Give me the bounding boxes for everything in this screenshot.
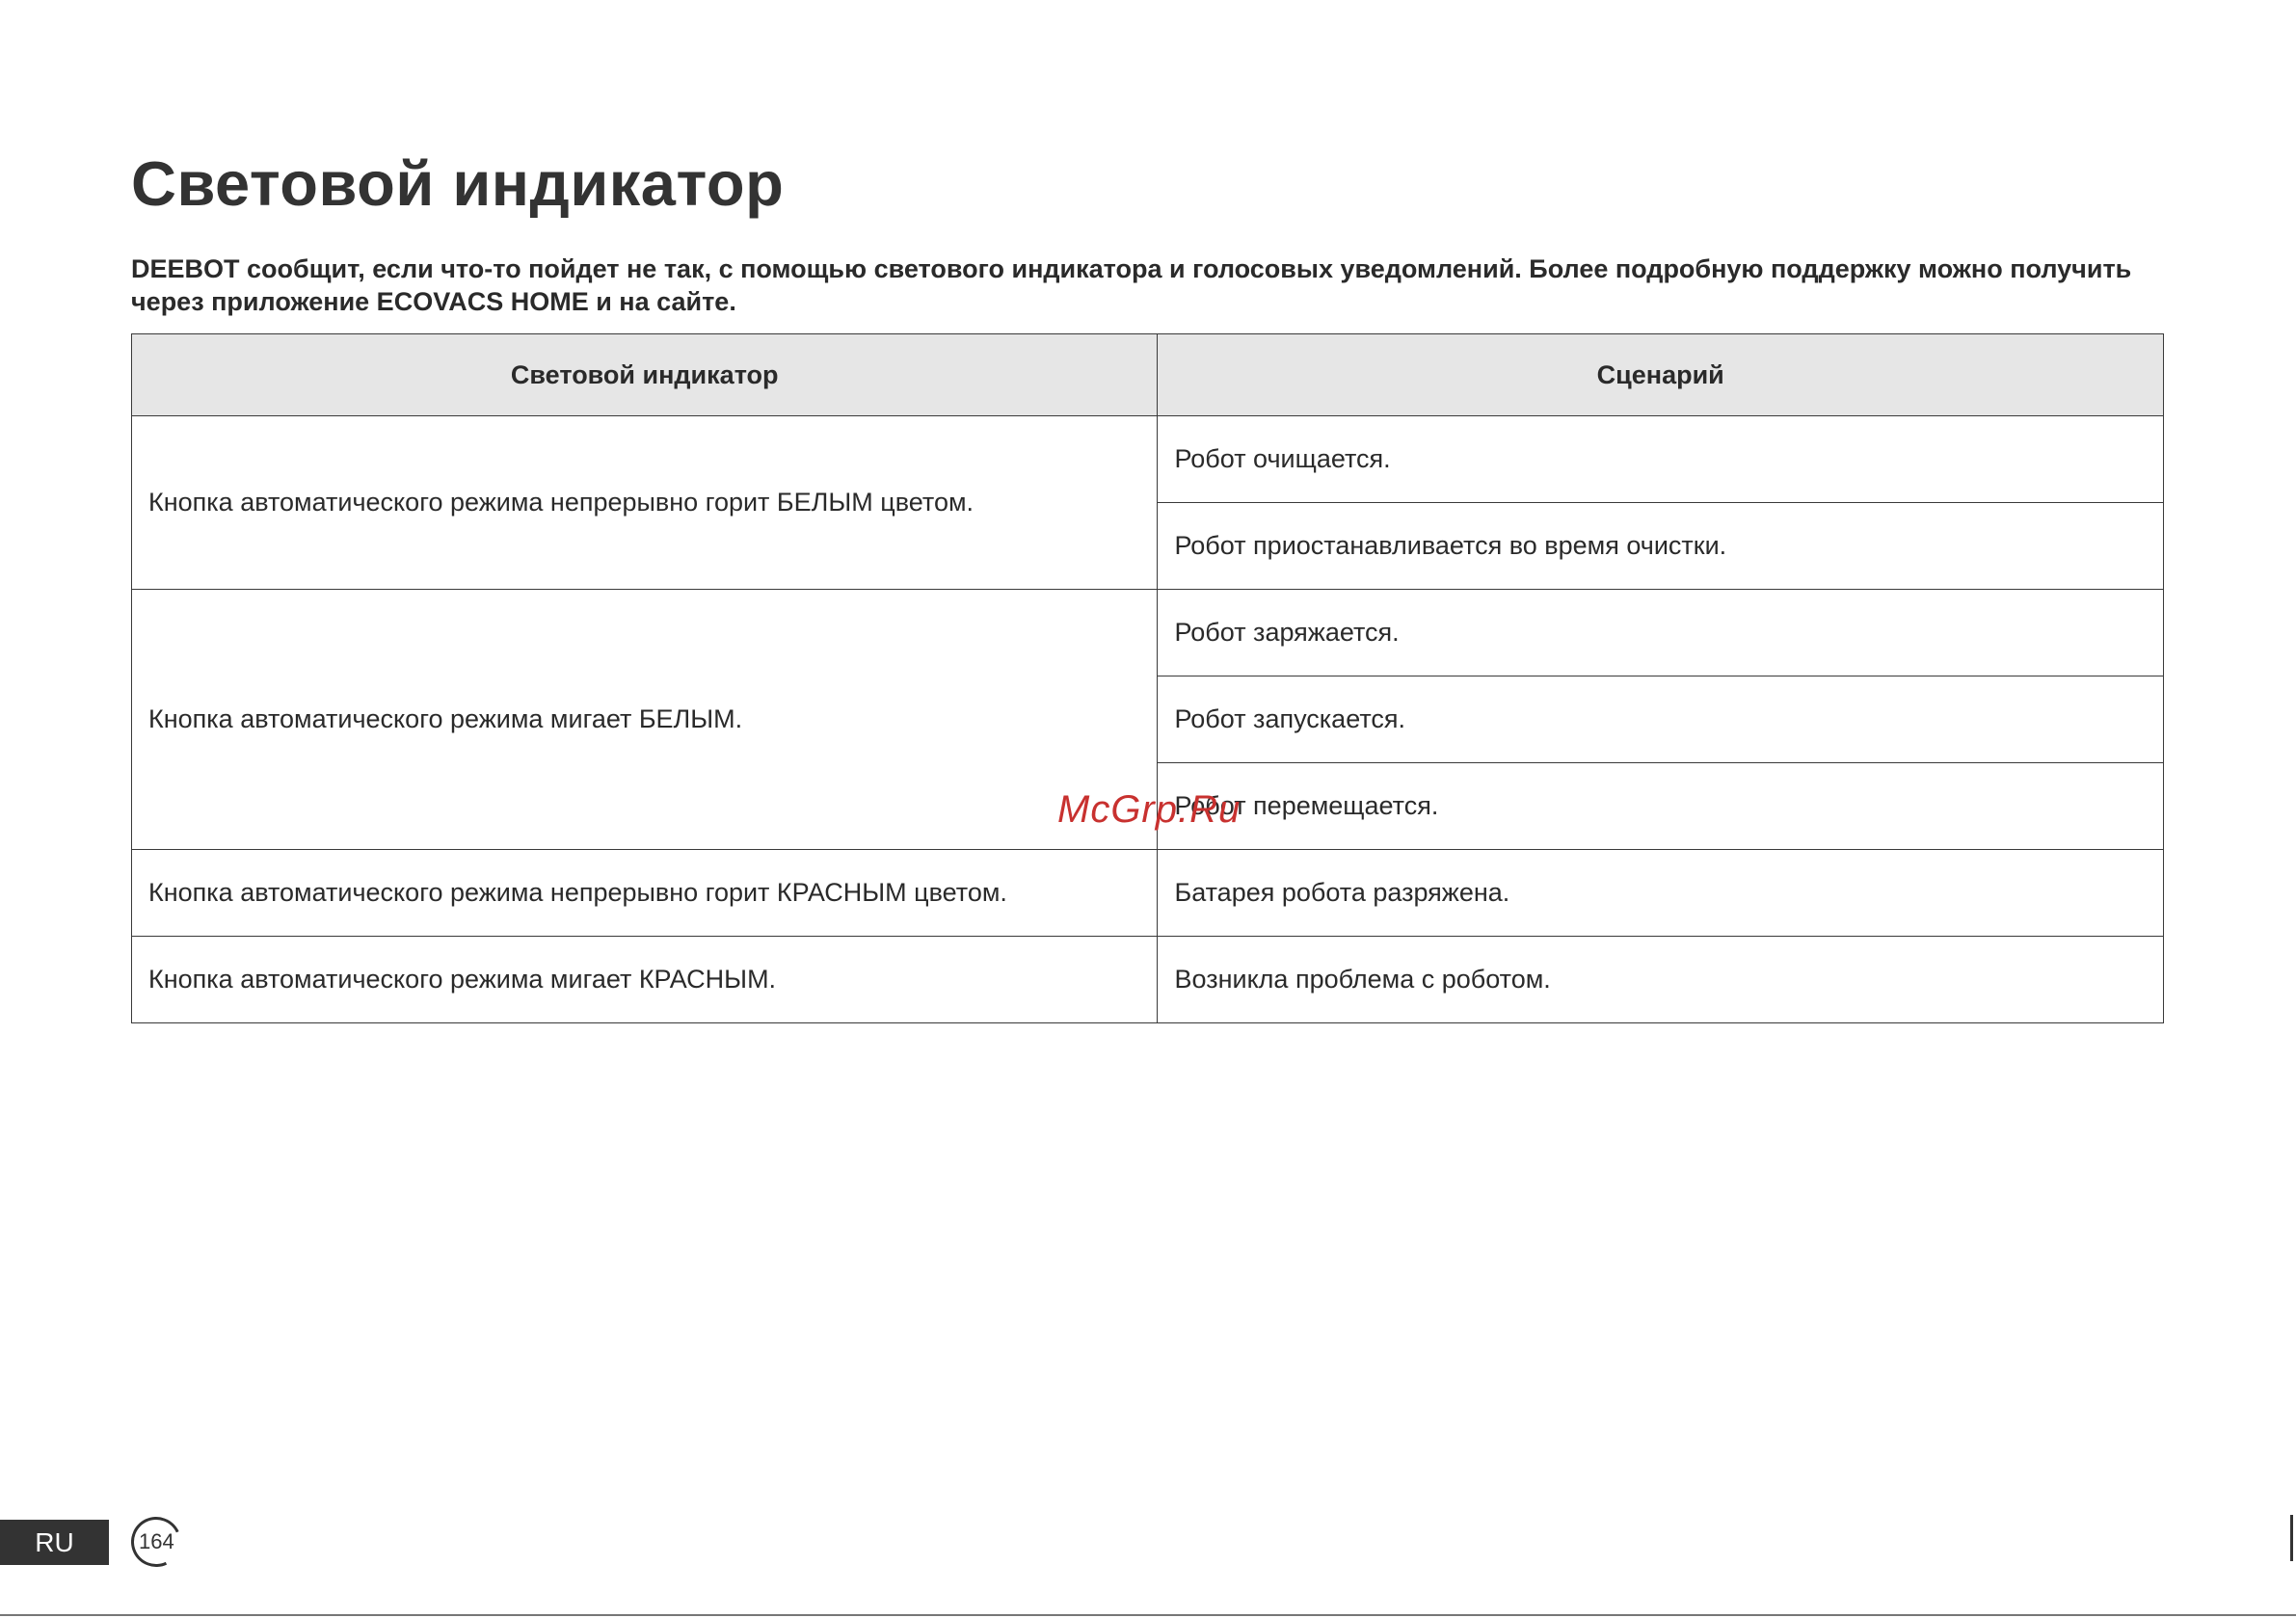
bottom-rule: [0, 1614, 2296, 1616]
header-scenario: Сценарий: [1158, 334, 2164, 416]
watermark: McGrp.Ru: [1057, 788, 1241, 831]
scenario-cell: Робот заряжается.: [1158, 590, 2164, 676]
indicator-cell: Кнопка автоматического режима мигает КРАСНЫМ.: [132, 937, 1158, 1023]
table-row: [132, 850, 2164, 937]
header-indicator: Световой индикатор: [132, 334, 1158, 416]
table-row: [132, 590, 2164, 676]
table-row: [132, 937, 2164, 1023]
table-header-row: [132, 334, 2164, 416]
scenario-cell: Робот запускается.: [1158, 676, 2164, 763]
scenario-cell: Робот перемещается.: [1158, 763, 2164, 850]
table-row: [132, 416, 2164, 503]
scenario-cell: Возникла проблема с роботом.: [1158, 937, 2164, 1023]
language-badge: RU: [0, 1520, 109, 1565]
indicator-cell: Кнопка автоматического режима мигает БЕЛЫМ.: [132, 590, 1158, 850]
scenario-cell: Робот приостанавливается во время очистки.: [1158, 503, 2164, 590]
indicator-table: [131, 333, 2164, 1023]
page-number-badge: [124, 1510, 189, 1575]
scenario-cell: Батарея робота разряжена.: [1158, 850, 2164, 937]
indicator-cell: Кнопка автоматического режима непрерывно горит БЕЛЫМ цветом.: [132, 416, 1158, 590]
scenario-cell: Робот очищается.: [1158, 416, 2164, 503]
page-title: Световой индикатор: [131, 148, 785, 219]
indicator-cell: Кнопка автоматического режима непрерывно горит КРАСНЫМ цветом.: [132, 850, 1158, 937]
page-number: 164: [138, 1529, 174, 1553]
page-edge-mark: [2290, 1515, 2293, 1561]
intro-paragraph: DEEBOT сообщит, если что-то пойдет не так, с помощью светового индикатора и голосовых уведомлений. Более подробную поддержку можно получить через приложение ECOVACS HOME и на сайте.: [131, 254, 2132, 316]
